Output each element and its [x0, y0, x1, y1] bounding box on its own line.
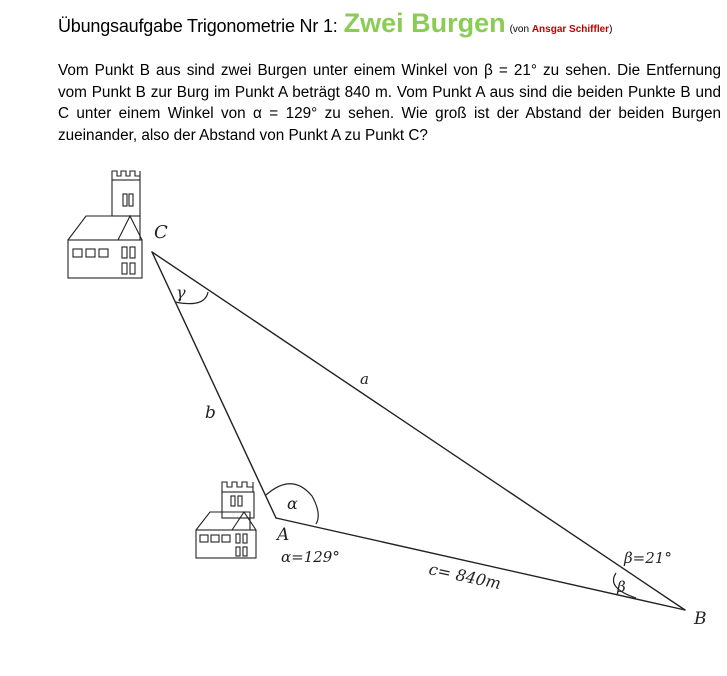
side-a-label: a	[360, 370, 369, 388]
side-b-line	[152, 252, 276, 518]
angle-gamma-label: γ	[176, 283, 186, 302]
side-c-label: c= 840m	[427, 559, 503, 594]
vertex-c-label: C	[154, 222, 168, 243]
side-b-label: b	[205, 403, 216, 423]
side-a-line	[152, 252, 685, 610]
problem-statement: Vom Punkt B aus sind zwei Burgen unter einem Winkel von β = 21° zu sehen. Die Entfernung vom Punkt B zur Burg im Punkt A beträgt 840 m. Vom Punkt A aus sind die beiden Punkte B und C unter einem Winkel von α = 129° zu sehen. Wie groß ist der Abstand der beiden Burgen zueinander, also der Abstand von Punkt A zu Punkt C?	[58, 62, 721, 144]
vertex-b-label: B	[694, 609, 707, 629]
author-prefix: (von	[509, 24, 532, 35]
castle-a-icon	[196, 482, 256, 558]
author-name: Ansgar Schiffler	[531, 24, 610, 35]
exercise-number: Übungsaufgabe Trigonometrie Nr 1:	[58, 16, 338, 36]
angle-beta-label: β	[617, 578, 626, 596]
beta-value-label: β=21°	[624, 549, 672, 567]
author-suffix: )	[609, 24, 613, 35]
alpha-value-label: α=129°	[281, 548, 340, 566]
angle-alpha-label: α	[287, 494, 298, 513]
vertex-a-label: A	[277, 525, 290, 545]
exercise-title: Zwei Burgen	[343, 8, 506, 38]
castle-c-icon	[68, 171, 142, 278]
